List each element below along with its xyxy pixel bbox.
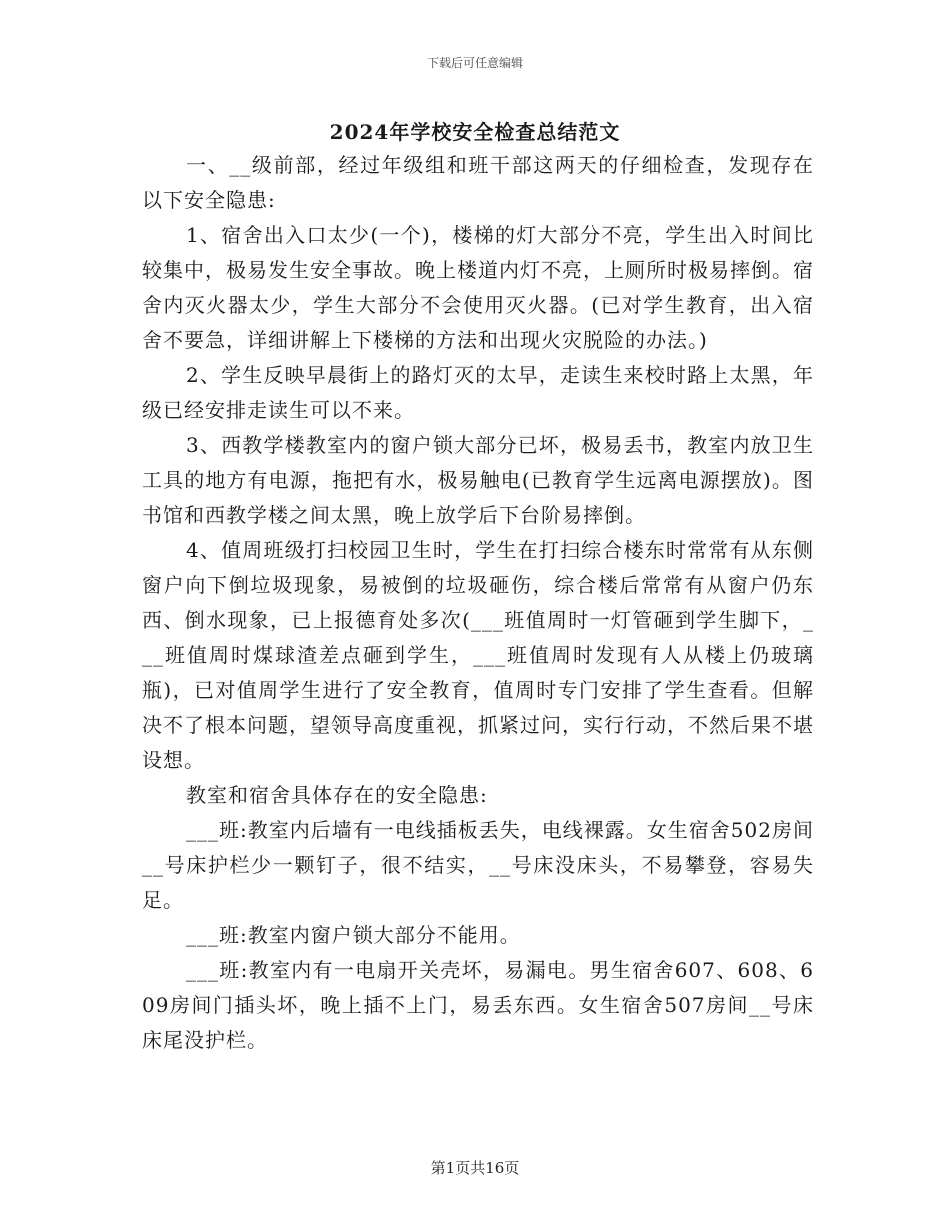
paragraph-intro: 一、__级前部，经过年级组和班干部这两天的仔细检查，发现存在以下安全隐患: bbox=[142, 153, 814, 212]
page-header-note: 下载后可任意编辑 bbox=[426, 56, 523, 70]
paragraph-item-1: 1、宿舍出入口太少(一个)，楼梯的灯大部分不亮，学生出入时间比较集中，极易发生安全事故。晚上楼道内灯不亮，上厕所时极易摔倒。宿舍内灭火器太少，学生大部分不会使用灭火器。(已对学生教育，出入宿舍不要急，详细讲解上下楼梯的方法和出现火灾脱险的办法。) bbox=[142, 223, 814, 352]
paragraph-item-4: 4、值周班级打扫校园卫生时，学生在打扫综合楼东时常常有从东侧窗户向下倒垃圾现象，易被倒的垃圾砸伤，综合楼后常常有从窗户仍东西、倒水现象，已上报德育处多次(___班值周时一灯管砸到学生脚下，___班值周时煤球渣差点砸到学生，___班值周时发现有人从楼上仍玻璃瓶)，已对值周学生进行了安全教育，值周时专门安排了学生查看。但解决不了根本问题，望领导高度重视，抓紧过问，实行行动，不然后果不堪设想。 bbox=[142, 538, 814, 772]
paragraph-subheading: 教室和宿舍具体存在的安全隐患: bbox=[186, 783, 488, 807]
paragraph-class-a: ___班:教室内后墙有一电线插板丢失，电线裸露。女生宿舍502房间__号床护栏少一颗钉子，很不结实，__号床没床头，不易攀登，容易失足。 bbox=[142, 818, 814, 912]
paragraph-item-2: 2、学生反映早晨街上的路灯灭的太早，走读生来校时路上太黑，年级已经安排走读生可以不来。 bbox=[142, 363, 814, 422]
document-title: 2024年学校安全检查总结范文 bbox=[329, 120, 621, 144]
paragraph-class-c: ___班:教室内有一电扇开关壳坏，易漏电。男生宿舍607、608、609房间门插头坏，晚上插不上门，易丢东西。女生宿舍507房间__号床床尾没护栏。 bbox=[142, 958, 814, 1052]
paragraph-item-3: 3、西教学楼教室内的窗户锁大部分已坏，极易丢书，教室内放卫生工具的地方有电源，拖把有水，极易触电(已教育学生远离电源摆放)。图书馆和西教学楼之间太黑，晚上放学后下台阶易摔倒。 bbox=[142, 433, 814, 527]
document-body bbox=[142, 148, 814, 1058]
page-number: 第1页共16页 bbox=[430, 1159, 520, 1177]
paragraph-class-b: ___班:教室内窗户锁大部分不能用。 bbox=[186, 923, 521, 947]
